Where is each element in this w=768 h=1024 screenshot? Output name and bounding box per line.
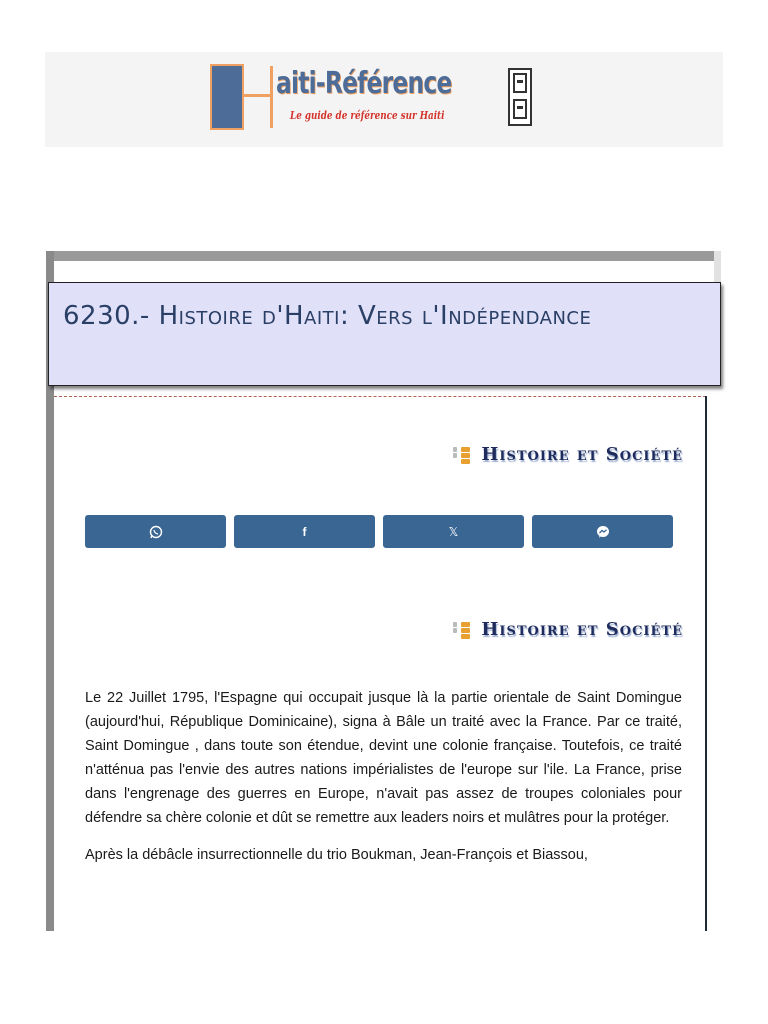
category-label: Histoire et Société xyxy=(481,444,683,465)
file-cabinet-icon xyxy=(508,68,532,126)
category-heading[interactable] xyxy=(453,444,683,465)
article-paragraph: Le 22 Juillet 1795, l'Espagne qui occupait jusque là la partie orientale de Saint Domingue (aujourd'hui, République Dominicaine), signa à Bâle un traité avec la France. Par ce traité, Saint Domingue , dans toute son étendue, devint une colonie française. Toutefois, ce traité n'atténua pas l'envie des autres nations impérialistes de l'europe sur l'ile. La France, prise dans l'engrenage des guerres en Europe, n'avait pas assez de troupes coloniales pour défendre sa chère colonie et dût se remettre aux leaders noirs et mulâtres pour la protéger. xyxy=(85,690,682,826)
logo-h-block xyxy=(210,64,244,130)
article-title-box xyxy=(48,282,721,386)
share-buttons xyxy=(85,515,673,548)
share-x-button[interactable] xyxy=(383,515,524,548)
category-label: Histoire et Société xyxy=(481,619,683,640)
messenger-icon xyxy=(596,525,610,539)
share-messenger-button[interactable] xyxy=(532,515,673,548)
whatsapp-icon xyxy=(149,525,163,539)
article-paragraph: Après la débâcle insurrectionnelle du trio Boukman, Jean-François et Biassou, xyxy=(85,847,588,863)
site-logo[interactable] xyxy=(210,62,550,134)
share-facebook-button[interactable] xyxy=(234,515,375,548)
facebook-icon: f xyxy=(302,524,307,539)
folder-tree-icon xyxy=(453,622,473,638)
logo-tagline: Le guide de référence sur Haiti xyxy=(290,109,445,122)
category-heading[interactable] xyxy=(453,619,683,640)
share-whatsapp-button[interactable] xyxy=(85,515,226,548)
divider xyxy=(54,396,706,397)
folder-tree-icon xyxy=(453,447,473,463)
logo-title: aiti-Référence xyxy=(276,66,452,101)
page-title: 6230.- Histoire d'Haiti: Vers l'Indépendance xyxy=(63,301,592,331)
x-icon: 𝕏 xyxy=(448,524,459,539)
content-frame-top xyxy=(46,251,721,261)
article-body xyxy=(85,686,682,880)
